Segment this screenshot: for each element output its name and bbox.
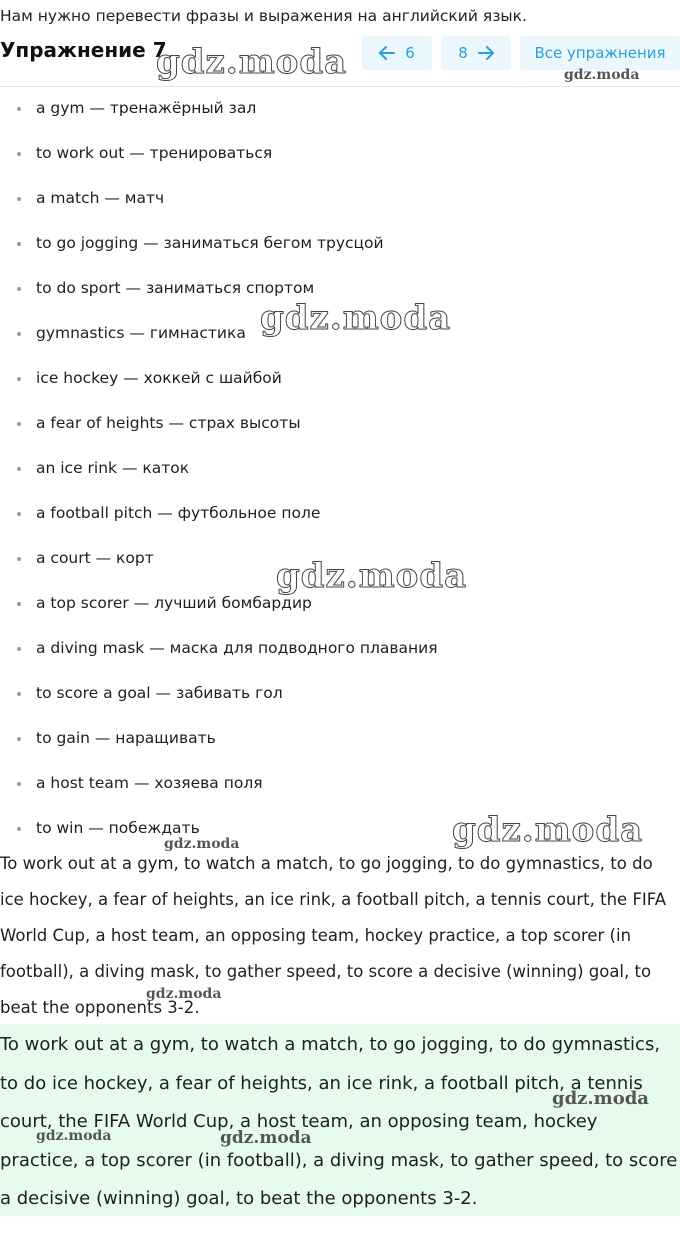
arrow-left-icon — [379, 46, 395, 60]
term-text: a top scorer — лучший бомбардир — [36, 594, 312, 612]
bullet-icon — [17, 332, 21, 336]
term-text: a diving mask — маска для подводного плавания — [36, 639, 438, 657]
bullet-icon — [17, 107, 21, 111]
terms-list — [0, 93, 680, 858]
term-text: to work out — тренироваться — [36, 144, 273, 162]
bullet-icon — [17, 827, 21, 831]
list-item — [0, 138, 680, 183]
term-text: to do sport — заниматься спортом — [36, 279, 315, 297]
list-item — [0, 228, 680, 273]
term-text: a gym — тренажёрный зал — [36, 99, 257, 117]
all-exercises-label: Все упражнения — [534, 44, 666, 62]
prev-exercise-button[interactable] — [362, 36, 432, 70]
watermark-logo: gdz.moda — [276, 556, 468, 596]
watermark-logo: gdz.moda — [156, 42, 348, 82]
bullet-icon — [17, 647, 21, 651]
watermark-logo: gdz.moda — [564, 67, 640, 83]
term-text: gymnastics — гимнастика — [36, 324, 246, 342]
list-item — [0, 678, 680, 723]
bullet-icon — [17, 152, 21, 156]
watermark-logo: gdz.moda — [164, 836, 240, 852]
watermark-logo: gdz.moda — [260, 298, 452, 338]
term-text: a host team — хозяева поля — [36, 774, 263, 792]
bullet-icon — [17, 242, 21, 246]
next-exercise-button[interactable] — [441, 36, 511, 70]
task-text: To work out at a gym, to watch a match, to go jogging, to do gymnastics, to do ice hockey, a fear of heights, an ice rink, a football pitch, a tennis court, the FIFA World Cup, a host team, an opposing team, hockey practice, a top scorer (in football), a diving mask, to gather speed, to score a decisive (winning) goal, to beat the opponents 3-2. — [0, 854, 667, 1017]
bullet-icon — [17, 737, 21, 741]
term-text: a fear of heights — страх высоты — [36, 414, 301, 432]
exercise-title: Упражнение 7 — [0, 38, 167, 62]
term-text: to win — побеждать — [36, 819, 200, 837]
bullet-icon — [17, 197, 21, 201]
watermark-logo: gdz.moda — [452, 810, 644, 850]
watermark-logo: gdz.moda — [36, 1128, 112, 1144]
list-item — [0, 498, 680, 543]
list-item — [0, 408, 680, 453]
list-item — [0, 363, 680, 408]
all-exercises-button[interactable] — [520, 36, 680, 70]
list-item — [0, 453, 680, 498]
term-text: to score a goal — забивать гол — [36, 684, 283, 702]
term-text: a football pitch — футбольное поле — [36, 504, 321, 522]
arrow-right-icon — [478, 46, 494, 60]
prev-exercise-label: 6 — [405, 44, 415, 62]
next-exercise-label: 8 — [458, 44, 468, 62]
bullet-icon — [17, 512, 21, 516]
bullet-icon — [17, 557, 21, 561]
bullet-icon — [17, 287, 21, 291]
divider — [0, 86, 680, 87]
answer-block: To work out at a gym, to watch a match, to go jogging, to do gymnastics, to do ice hockey, a fear of heights, an ice rink, a football pitch, a tennis court, the FIFA World Cup, a host team, an opposing team, hockey practice, a top scorer (in football), a diving mask, to gather speed, to score a decisive (winning) goal, to beat the opponents 3-2. — [0, 1024, 680, 1216]
bullet-icon — [17, 422, 21, 426]
term-text: a match — матч — [36, 189, 165, 207]
bullet-icon — [17, 377, 21, 381]
term-text: ice hockey — хоккей с шайбой — [36, 369, 282, 387]
list-item — [0, 633, 680, 678]
list-item — [0, 768, 680, 813]
term-text: a court — корт — [36, 549, 154, 567]
list-item — [0, 723, 680, 768]
term-text: to gain — наращивать — [36, 729, 216, 747]
watermark-logo: gdz.moda — [220, 1128, 312, 1148]
bullet-icon — [17, 692, 21, 696]
watermark-logo: gdz.moda — [146, 986, 222, 1002]
list-item — [0, 183, 680, 228]
bullet-icon — [17, 782, 21, 786]
term-text: an ice rink — каток — [36, 459, 190, 477]
term-text: to go jogging — заниматься бегом трусцой — [36, 234, 384, 252]
intro-text: Нам нужно перевести фразы и выражения на английский язык. — [0, 7, 527, 25]
watermark-logo: gdz.moda — [552, 1088, 649, 1109]
bullet-icon — [17, 602, 21, 606]
bullet-icon — [17, 467, 21, 471]
list-item — [0, 93, 680, 138]
